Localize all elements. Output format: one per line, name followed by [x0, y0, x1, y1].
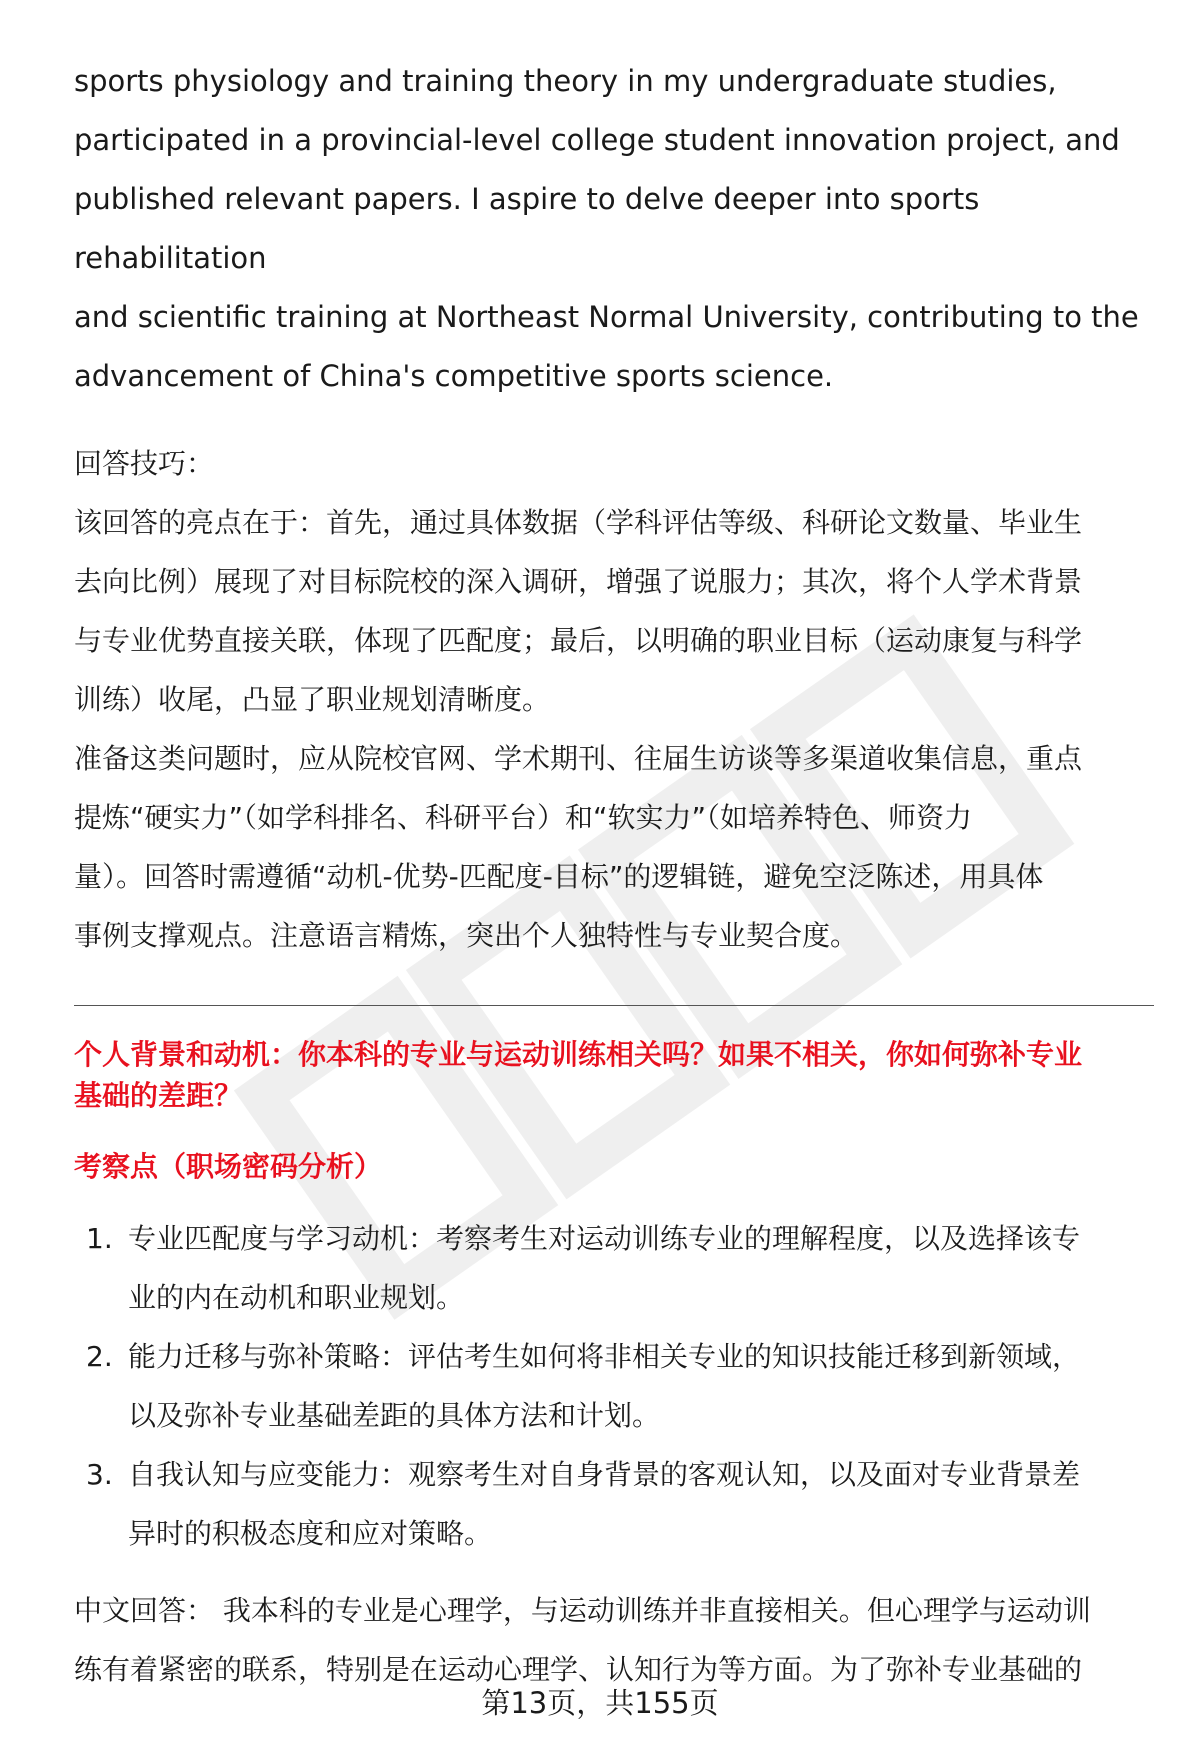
text-line: and scientific training at Northeast Normal University, contributing to the: [74, 300, 1139, 334]
list-item: [74, 1209, 1154, 1327]
list-number: 2.: [86, 1340, 113, 1373]
text-line: 异时的积极态度和应对策略。: [128, 1517, 493, 1550]
text-line: 能力迁移与弥补策略：评估考生如何将非相关专业的知识技能迁移到新领域，: [128, 1340, 1081, 1373]
text-line: 中文回答： 我本科的专业是心理学，与运动训练并非直接相关。但心理学与运动训: [74, 1594, 1091, 1627]
question-section: [74, 1034, 1154, 1563]
text-line: 准备这类问题时，应从院校官网、学术期刊、往届生访谈等多渠道收集信息，重点: [74, 742, 1083, 775]
text-line: 自我认知与应变能力：观察考生对自身背景的客观认知，以及面对专业背景差: [128, 1458, 1081, 1491]
text-line: 练有着紧密的联系，特别是在运动心理学、认知行为等方面。为了弥补专业基础的: [74, 1653, 1083, 1686]
question-title-line: 基础的差距？: [74, 1079, 243, 1112]
page-number: 第13页，共155页: [481, 1686, 719, 1720]
list-number: 1.: [86, 1222, 113, 1255]
page-content: [74, 52, 1154, 1699]
question-title-line: 个人背景和动机：你本科的专业与运动训练相关吗？如果不相关，你如何弥补专业: [74, 1038, 1083, 1071]
text-line: published relevant papers. I aspire to delve deeper into sports rehabilitation: [74, 182, 980, 275]
text-line: 以及弥补专业基础差距的具体方法和计划。: [128, 1399, 661, 1432]
chinese-answer: [74, 1581, 1154, 1699]
list-item: [74, 1445, 1154, 1563]
tips-section: [74, 434, 1154, 965]
text-line: 提炼“硬实力”（如学科排名、科研平台）和“软实力”（如培养特色、师资力: [74, 801, 973, 834]
list-item: [74, 1327, 1154, 1445]
text-line: 事例支撑观点。注意语言精炼，突出个人独特性与专业契合度。: [74, 919, 859, 952]
text-line: 与专业优势直接关联，体现了匹配度；最后，以明确的职业目标（运动康复与科学: [74, 624, 1083, 657]
intro-english-paragraph: [74, 52, 1154, 406]
analysis-heading: 考察点（职场密码分析）: [74, 1150, 383, 1183]
text-line: 量）。回答时需遵循“动机-优势-匹配度-目标”的逻辑链，避免空泛陈述，用具体: [74, 860, 1044, 893]
text-line: 训练）收尾，凸显了职业规划清晰度。: [74, 683, 551, 716]
text-line: participated in a provincial-level college student innovation project, and: [74, 123, 1120, 157]
analysis-points-list: [74, 1209, 1154, 1563]
text-line: sports physiology and training theory in my undergraduate studies,: [74, 64, 1057, 98]
section-divider: [74, 1005, 1154, 1006]
text-line: 该回答的亮点在于：首先，通过具体数据（学科评估等级、科研论文数量、毕业生: [74, 506, 1083, 539]
text-line: 专业匹配度与学习动机：考察考生对运动训练专业的理解程度，以及选择该专: [128, 1222, 1081, 1255]
text-line: 业的内在动机和职业规划。: [128, 1281, 465, 1314]
list-number: 3.: [86, 1458, 113, 1491]
text-line: advancement of China's competitive sports science.: [74, 359, 834, 393]
text-line: 去向比例）展现了对目标院校的深入调研，增强了说服力；其次，将个人学术背景: [74, 565, 1083, 598]
tips-heading: 回答技巧：: [74, 447, 215, 480]
